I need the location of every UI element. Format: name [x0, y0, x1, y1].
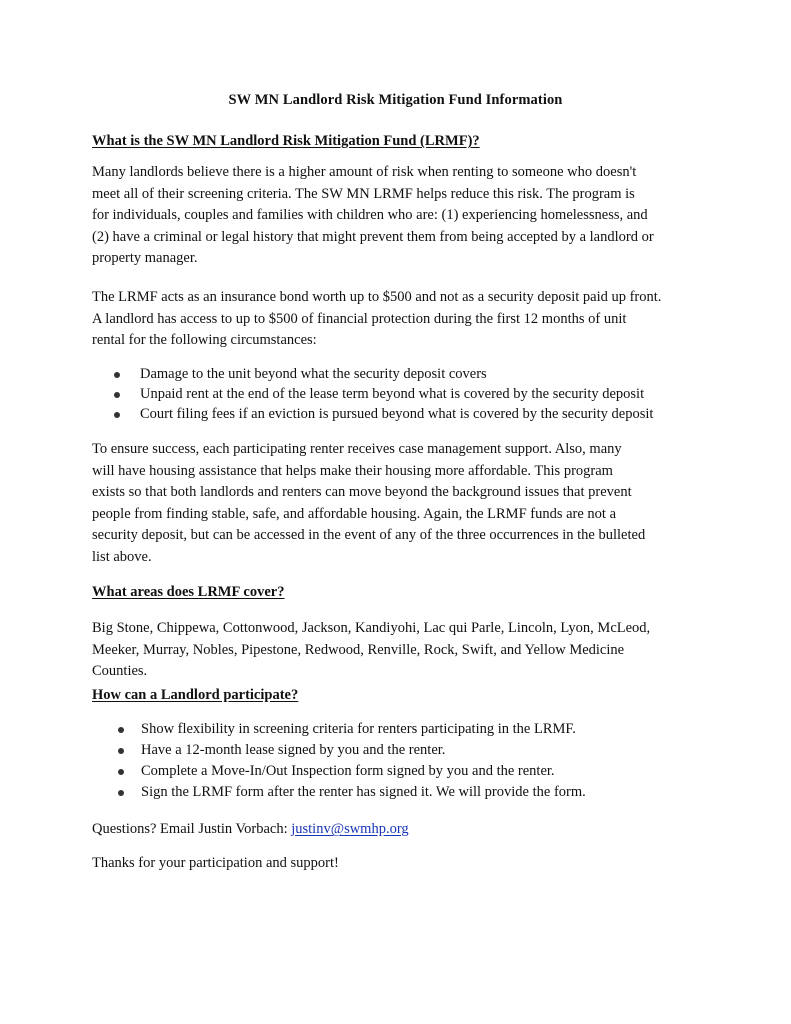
- heading-what-is-lrmf: What is the SW MN Landlord Risk Mitigation Fund (LRMF)?: [92, 133, 480, 149]
- text-line: for individuals, couples and families with children who are: (1) experiencing homelessness, and: [92, 207, 648, 223]
- text-line: property manager.: [92, 250, 198, 266]
- list-item-text: Court filing fees if an eviction is pursued beyond what is covered by the security deposit: [140, 406, 654, 422]
- text-line: list above.: [92, 548, 152, 565]
- bullet-icon: [114, 372, 120, 378]
- text-line: The LRMF acts as an insurance bond worth up to $500 and not as a security deposit paid up front.: [92, 289, 662, 305]
- list-item-text: Unpaid rent at the end of the lease term beyond what is covered by the security deposit: [140, 386, 645, 402]
- text-line: exists so that both landlords and renters can move beyond the background issues that prevent: [92, 484, 632, 500]
- bullet-icon: [118, 769, 124, 775]
- paragraph-lrmf-intro: [92, 162, 702, 270]
- heading-how-to-participate: How can a Landlord participate?: [92, 687, 299, 703]
- bullet-icon: [114, 392, 120, 398]
- bullet-icon: [118, 748, 124, 754]
- text-line: (2) have a criminal or legal history that might prevent them from being accepted by a landlord or: [92, 228, 654, 245]
- bullet-icon: [118, 790, 124, 796]
- text-line: will have housing assistance that helps make their housing more affordable. This program: [92, 462, 613, 479]
- text-line: rental for the following circumstances:: [92, 332, 317, 348]
- text-line: Big Stone, Chippewa, Cottonwood, Jackson, Kandiyohi, Lac qui Parle, Lincoln, Lyon, McLeod,: [92, 620, 651, 636]
- text-line: Meeker, Murray, Nobles, Pipestone, Redwood, Renville, Rock, Swift, and Yellow Medicine: [92, 641, 625, 658]
- text-line: people from finding stable, safe, and affordable housing. Again, the LRMF funds are not a: [92, 505, 617, 522]
- contact-line: [92, 819, 702, 841]
- paragraph-case-management: [92, 439, 702, 568]
- heading-areas-covered: What areas does LRMF cover?: [92, 584, 285, 600]
- paragraph-counties: [92, 618, 702, 683]
- paragraph-insurance-bond: [92, 287, 702, 352]
- text-line: To ensure success, each participating renter receives case management support. Also, many: [92, 441, 622, 457]
- list-item-text: Have a 12-month lease signed by you and the renter.: [141, 742, 446, 758]
- contact-prefix: Questions? Email Justin Vorbach:: [92, 821, 292, 837]
- bullet-icon: [114, 412, 120, 418]
- text-line: A landlord has access to up to $500 of financial protection during the first 12 months of unit: [92, 310, 627, 327]
- text-line: security deposit, but can be accessed in the event of any of the three occurrences in the bulleted: [92, 527, 646, 543]
- document-title: SW MN Landlord Risk Mitigation Fund Information: [228, 92, 563, 108]
- text-line: Counties.: [92, 663, 148, 679]
- thanks-line: Thanks for your participation and support!: [92, 855, 339, 871]
- list-item-text: Show flexibility in screening criteria for renters participating in the LRMF.: [141, 721, 576, 737]
- bullet-icon: [118, 727, 124, 733]
- list-item-text: Complete a Move-In/Out Inspection form signed by you and the renter.: [141, 763, 555, 779]
- list-item-text: Damage to the unit beyond what the security deposit covers: [140, 366, 487, 382]
- email-link[interactable]: justinv@swmhp.org: [291, 821, 409, 837]
- list-item-text: Sign the LRMF form after the renter has signed it. We will provide the form.: [141, 784, 586, 800]
- text-line: Many landlords believe there is a higher amount of risk when renting to someone who doesn't: [92, 164, 637, 180]
- text-line: meet all of their screening criteria. The SW MN LRMF helps reduce this risk. The program is: [92, 185, 635, 202]
